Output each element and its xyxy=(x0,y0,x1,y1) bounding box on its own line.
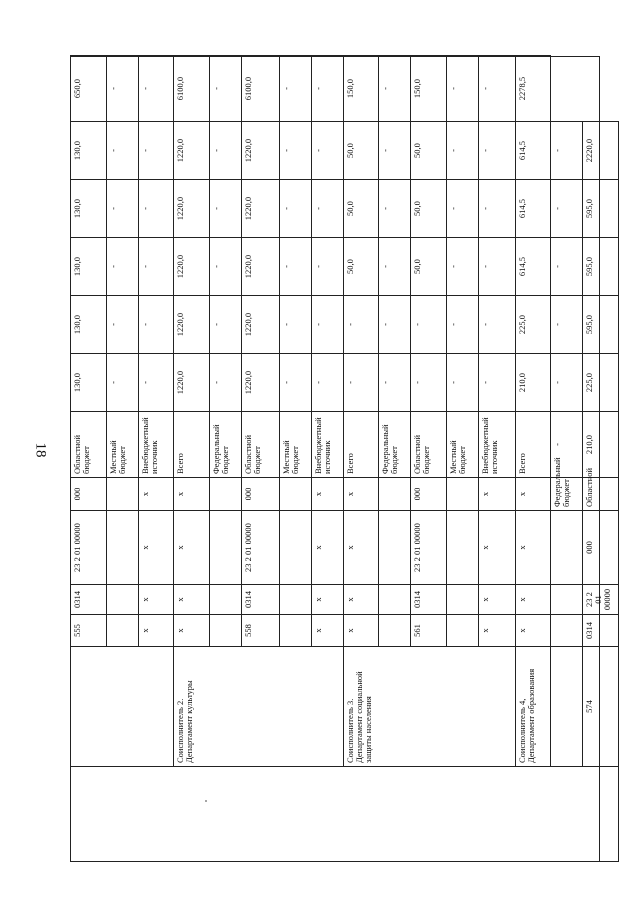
funding-source-cell: Федеральный бюджет xyxy=(210,412,242,478)
value-cell: - xyxy=(210,354,242,412)
code-cell: 23 2 01 00000 xyxy=(411,511,447,585)
code-cell: x xyxy=(479,615,516,647)
value-cell: - xyxy=(551,238,583,296)
code-cell: x xyxy=(516,511,551,585)
value-cell: - xyxy=(139,296,174,354)
value-cell: - xyxy=(280,122,312,180)
value-cell: 614,5 xyxy=(516,238,551,296)
value-cell: - xyxy=(447,180,479,238)
code-cell xyxy=(280,511,312,585)
value-cell: - xyxy=(312,296,344,354)
value-cell: - xyxy=(411,354,447,412)
code-cell xyxy=(447,615,479,647)
value-cell: - xyxy=(447,56,479,122)
code-cell: x xyxy=(479,478,516,511)
value-cell: 614,5 xyxy=(516,180,551,238)
code-cell: x xyxy=(344,585,379,615)
value-cell: 50,0 xyxy=(344,238,379,296)
code-cell: x xyxy=(312,478,344,511)
value-cell: 130,0 xyxy=(71,296,107,354)
blank-column xyxy=(71,767,619,862)
code-cell: x xyxy=(479,511,516,585)
code-cell: x xyxy=(174,511,210,585)
value-cell: - xyxy=(344,296,379,354)
scan-speck xyxy=(205,800,207,802)
funding-source-cell: Внебюджетный источник xyxy=(479,412,516,478)
code-cell: 561 xyxy=(411,615,447,647)
table-row xyxy=(583,56,619,862)
funding-source-cell: Областной бюджет xyxy=(411,412,447,478)
value-cell: 210,0 xyxy=(583,412,619,478)
value-cell: - xyxy=(210,122,242,180)
funding-source-cell: Внебюджетный источник xyxy=(312,412,344,478)
value-cell: 130,0 xyxy=(71,122,107,180)
code-cell xyxy=(210,615,242,647)
value-cell: - xyxy=(479,180,516,238)
value-cell: 6100,0 xyxy=(242,56,280,122)
code-cell xyxy=(379,615,411,647)
code-cell: 0314 xyxy=(411,585,447,615)
code-cell xyxy=(107,511,139,585)
value-cell: - xyxy=(379,354,411,412)
value-cell: - xyxy=(280,180,312,238)
code-cell: x xyxy=(312,511,344,585)
value-cell: - xyxy=(107,296,139,354)
value-cell: - xyxy=(210,56,242,122)
funding-source-cell: Всего xyxy=(516,412,551,478)
value-cell: 225,0 xyxy=(516,296,551,354)
code-cell xyxy=(107,615,139,647)
value-cell: 50,0 xyxy=(411,180,447,238)
value-cell: 595,0 xyxy=(583,296,619,354)
value-cell: - xyxy=(312,122,344,180)
value-cell: - xyxy=(312,180,344,238)
funding-source-cell: Внебюджетный источник xyxy=(139,412,174,478)
funding-source-cell: Всего xyxy=(344,412,379,478)
funding-source-cell: Всего xyxy=(174,412,210,478)
table-row xyxy=(344,56,379,862)
table-row xyxy=(174,56,210,862)
value-cell: 1220,0 xyxy=(174,296,210,354)
value-cell: - xyxy=(379,56,411,122)
value-cell: 595,0 xyxy=(583,238,619,296)
value-cell: - xyxy=(280,238,312,296)
value-cell: - xyxy=(210,296,242,354)
executor-name: Соисполнитель 3. Департамент социальной защиты населения xyxy=(344,647,516,767)
value-cell: - xyxy=(139,122,174,180)
value-cell: 150,0 xyxy=(411,56,447,122)
value-cell: 1220,0 xyxy=(174,354,210,412)
value-cell: - xyxy=(379,238,411,296)
funding-source-cell: Областной бюджет xyxy=(71,412,107,478)
code-cell xyxy=(551,585,583,615)
value-cell: - xyxy=(379,296,411,354)
value-cell: 614,5 xyxy=(516,122,551,180)
value-cell: - xyxy=(280,56,312,122)
code-cell: 23 2 01 00000 xyxy=(583,585,619,615)
code-cell: 0314 xyxy=(242,585,280,615)
code-cell xyxy=(379,511,411,585)
code-cell xyxy=(210,585,242,615)
table-row xyxy=(71,56,107,862)
value-cell: - xyxy=(210,180,242,238)
value-cell: - xyxy=(344,354,379,412)
value-cell: - xyxy=(379,180,411,238)
code-cell: 574 xyxy=(583,647,619,767)
value-cell: - xyxy=(139,238,174,296)
value-cell: - xyxy=(379,122,411,180)
funding-source-cell: Федеральный бюджет xyxy=(551,478,583,511)
code-cell: 0314 xyxy=(71,585,107,615)
code-cell: 558 xyxy=(242,615,280,647)
value-cell: - xyxy=(551,412,583,478)
value-cell: - xyxy=(479,354,516,412)
rotated-table-wrapper xyxy=(70,56,612,862)
code-cell xyxy=(447,478,479,511)
code-cell: x xyxy=(312,615,344,647)
code-cell xyxy=(551,615,583,647)
table-row xyxy=(516,56,551,862)
executor-name: Соисполнитель 2. Департамент культуры xyxy=(174,647,344,767)
value-cell: - xyxy=(551,296,583,354)
code-cell: x xyxy=(174,585,210,615)
code-cell: x xyxy=(516,615,551,647)
value-cell: 130,0 xyxy=(71,180,107,238)
budget-table xyxy=(70,55,619,862)
value-cell: 50,0 xyxy=(411,122,447,180)
code-cell: x xyxy=(139,615,174,647)
code-cell xyxy=(107,585,139,615)
value-cell: 50,0 xyxy=(411,238,447,296)
value-cell: - xyxy=(551,122,583,180)
value-cell: - xyxy=(139,180,174,238)
code-cell xyxy=(447,511,479,585)
value-cell: - xyxy=(312,56,344,122)
funding-source-cell: Местный бюджет xyxy=(280,412,312,478)
value-cell: - xyxy=(479,238,516,296)
value-cell: 210,0 xyxy=(516,354,551,412)
code-cell: x xyxy=(139,585,174,615)
code-cell: x xyxy=(312,585,344,615)
value-cell: 650,0 xyxy=(71,56,107,122)
executor-name: Соисполнитель 4, Департамент образования xyxy=(516,647,551,767)
code-cell: 23 2 01 00000 xyxy=(242,511,280,585)
value-cell: - xyxy=(411,296,447,354)
funding-source-cell: Федеральный бюджет xyxy=(379,412,411,478)
value-cell: 50,0 xyxy=(344,122,379,180)
code-cell: x xyxy=(516,478,551,511)
code-cell xyxy=(280,478,312,511)
value-cell: - xyxy=(312,238,344,296)
value-cell: 150,0 xyxy=(344,56,379,122)
value-cell: - xyxy=(107,238,139,296)
value-cell: - xyxy=(107,56,139,122)
value-cell: - xyxy=(447,354,479,412)
value-cell: - xyxy=(107,354,139,412)
code-cell: 000 xyxy=(71,478,107,511)
code-cell: 0314 xyxy=(583,615,619,647)
value-cell: - xyxy=(479,56,516,122)
code-cell: x xyxy=(344,478,379,511)
code-cell xyxy=(551,647,583,767)
value-cell: 130,0 xyxy=(71,354,107,412)
code-cell xyxy=(379,585,411,615)
value-cell: - xyxy=(280,354,312,412)
value-cell: - xyxy=(447,122,479,180)
value-cell: 2278,5 xyxy=(516,56,551,122)
code-cell xyxy=(210,478,242,511)
value-cell: - xyxy=(447,296,479,354)
code-cell xyxy=(379,478,411,511)
value-cell: 225,0 xyxy=(583,354,619,412)
code-cell xyxy=(280,615,312,647)
executor-name xyxy=(71,647,174,767)
code-cell xyxy=(107,478,139,511)
value-cell: - xyxy=(479,122,516,180)
value-cell: - xyxy=(551,354,583,412)
value-cell: 1220,0 xyxy=(242,238,280,296)
value-cell: 1220,0 xyxy=(242,296,280,354)
page-number: 18 xyxy=(32,442,49,458)
value-cell: 6100,0 xyxy=(174,56,210,122)
code-cell: x xyxy=(516,585,551,615)
code-cell: 000 xyxy=(242,478,280,511)
code-cell xyxy=(280,585,312,615)
table-row xyxy=(551,56,583,862)
value-cell: - xyxy=(447,238,479,296)
code-cell: x xyxy=(344,511,379,585)
code-cell: x xyxy=(139,511,174,585)
code-cell: x xyxy=(174,615,210,647)
code-cell: x xyxy=(139,478,174,511)
value-cell: - xyxy=(139,56,174,122)
value-cell: 1220,0 xyxy=(174,238,210,296)
value-cell: - xyxy=(107,122,139,180)
value-cell: 1220,0 xyxy=(174,122,210,180)
value-cell: 50,0 xyxy=(344,180,379,238)
value-cell: 1220,0 xyxy=(242,180,280,238)
funding-source-cell: Областной xyxy=(583,478,619,511)
code-cell xyxy=(447,585,479,615)
value-cell: 1220,0 xyxy=(242,354,280,412)
code-cell: x xyxy=(479,585,516,615)
value-cell: - xyxy=(107,180,139,238)
funding-source-cell: Местный бюджет xyxy=(107,412,139,478)
code-cell xyxy=(551,511,583,585)
value-cell: 2220,0 xyxy=(583,122,619,180)
value-cell: - xyxy=(139,354,174,412)
funding-source-cell: Областной бюджет xyxy=(242,412,280,478)
code-cell: 23 2 01 00000 xyxy=(71,511,107,585)
funding-source-cell: Местный бюджет xyxy=(447,412,479,478)
code-cell: x xyxy=(344,615,379,647)
value-cell: - xyxy=(551,180,583,238)
code-cell: 555 xyxy=(71,615,107,647)
code-cell: 000 xyxy=(583,511,619,585)
value-cell: 1220,0 xyxy=(174,180,210,238)
value-cell: - xyxy=(312,354,344,412)
value-cell: - xyxy=(280,296,312,354)
code-cell: x xyxy=(174,478,210,511)
code-cell xyxy=(210,511,242,585)
code-cell: 000 xyxy=(411,478,447,511)
value-cell: 130,0 xyxy=(71,238,107,296)
value-cell: - xyxy=(479,296,516,354)
value-cell: - xyxy=(210,238,242,296)
value-cell: 595,0 xyxy=(583,180,619,238)
value-cell: 1220,0 xyxy=(242,122,280,180)
